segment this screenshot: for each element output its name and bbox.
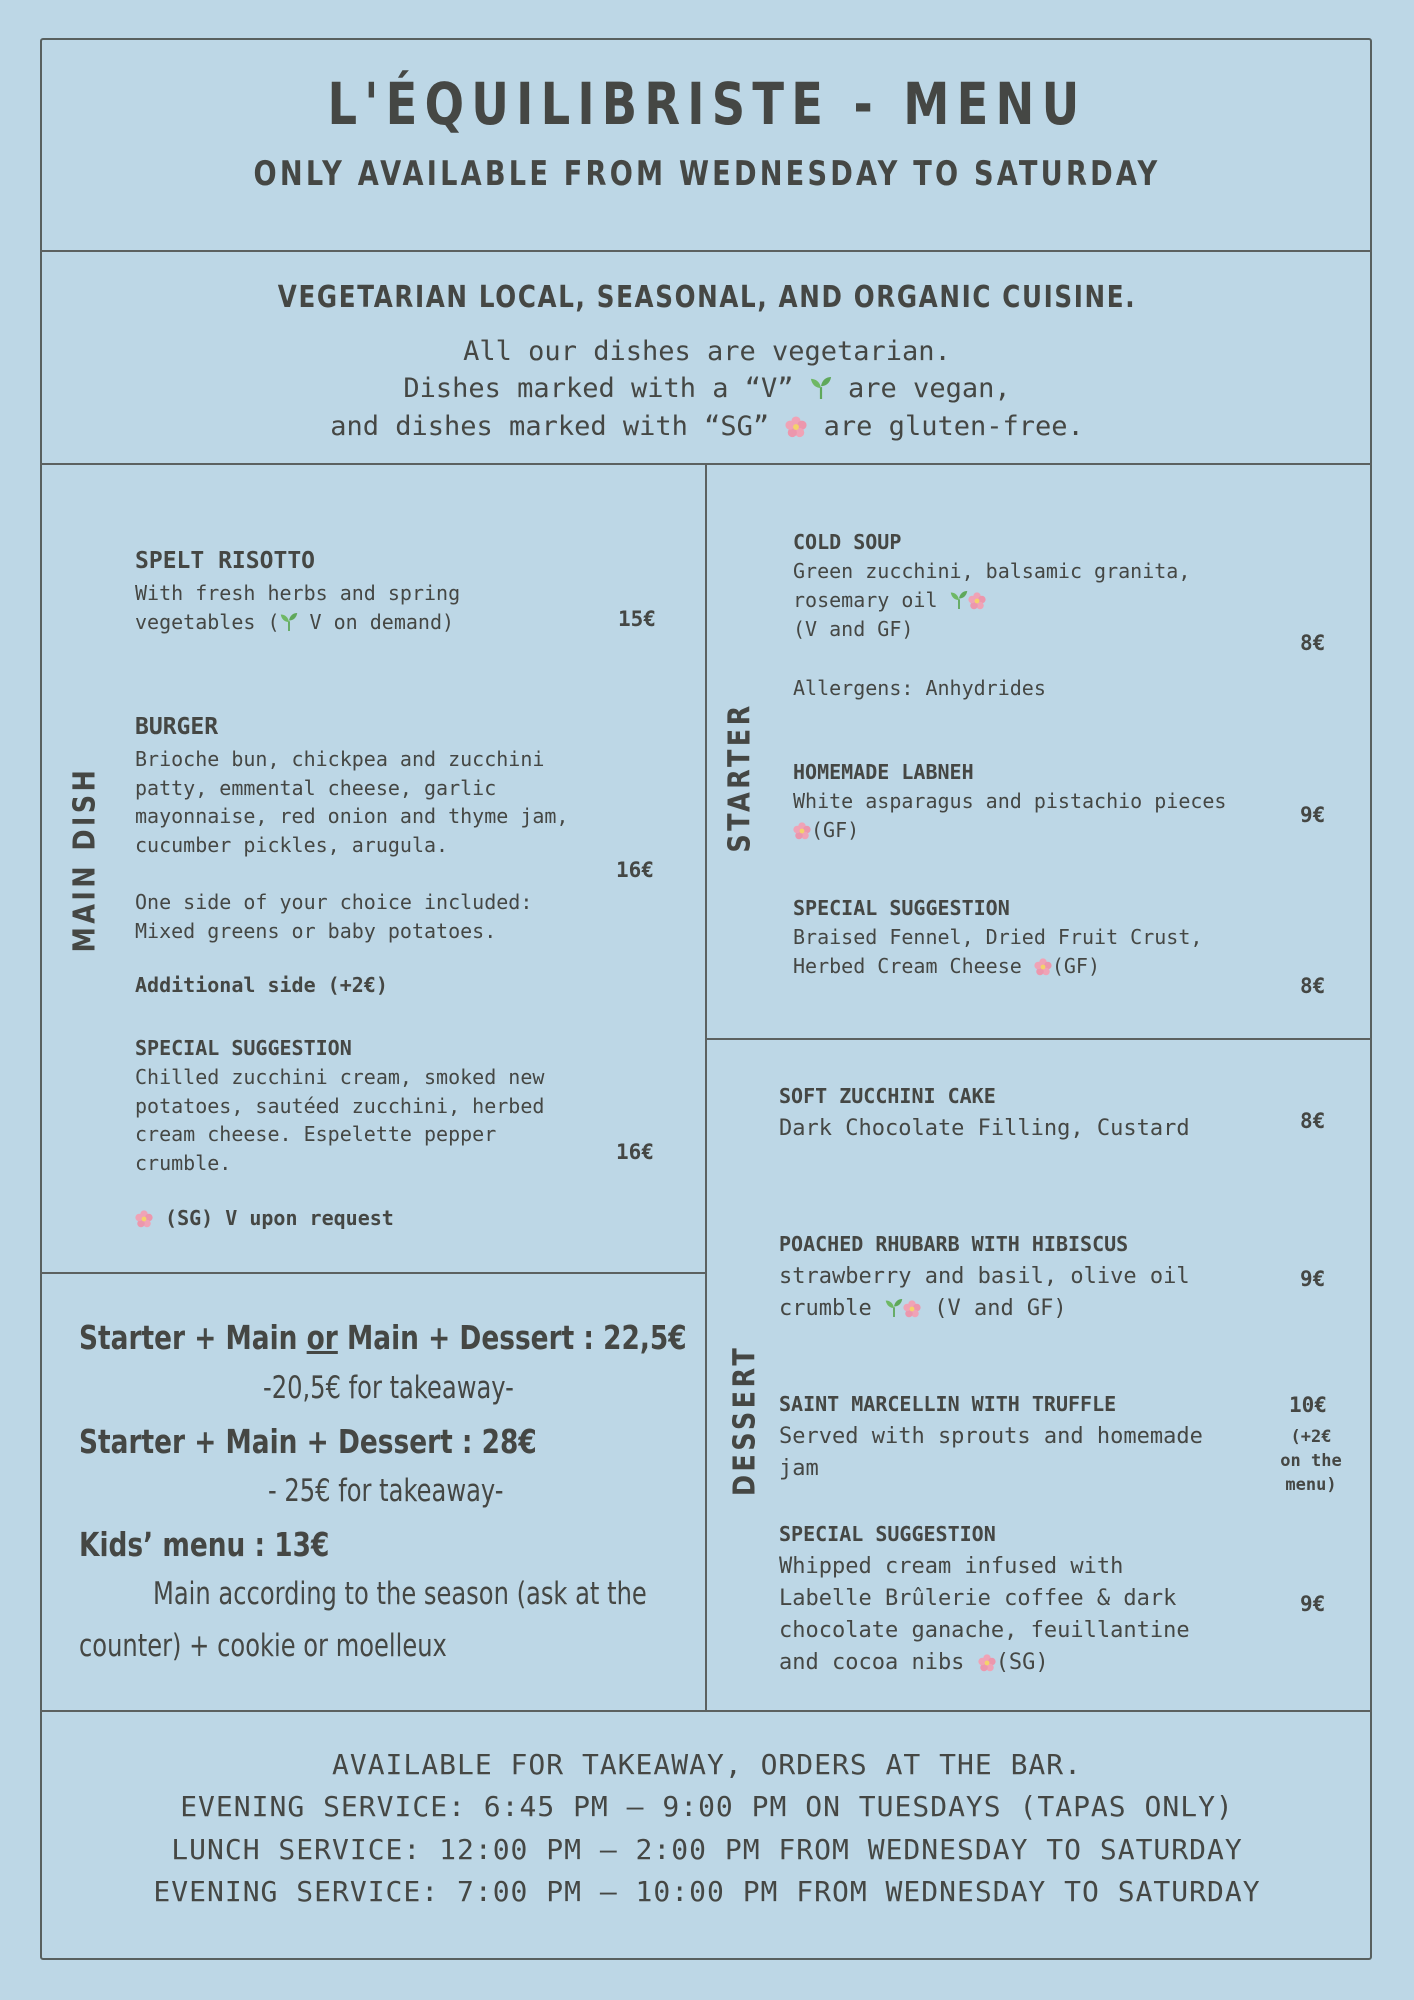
dish-desc-part: and cocoa nibs (779, 1650, 978, 1675)
divider-main-combos (40, 1272, 706, 1274)
dish-desc-part: (GF) (1051, 954, 1100, 978)
leaf-icon (950, 590, 968, 610)
divider-columns (705, 463, 707, 1711)
price-note-line: (+2€ (1290, 1427, 1332, 1447)
dish-name-spelt-risotto: SPELT RISOTTO (135, 548, 316, 574)
dish-desc: Brioche bun, chickpea and zucchini (135, 747, 545, 771)
price-note (1266, 1425, 1356, 1497)
footer-service-evening: EVENING SERVICE: 7:00 PM – 10:00 PM FROM WEDNESDAY TO SATURDAY (153, 1875, 1261, 1908)
leaf-icon (810, 376, 832, 400)
dish-desc-part: rosemary oil (793, 588, 950, 612)
dish-desc (793, 586, 986, 615)
leaf-icon (280, 612, 298, 632)
combo-1-or: or (306, 1318, 338, 1357)
menu-subtitle: ONLY AVAILABLE FROM WEDNESDAY TO SATURDAY (253, 154, 1161, 194)
dish-name-saint-marcellin: SAINT MARCELLIN WITH TRUFFLE (779, 1392, 1117, 1416)
dish-desc: Chilled zucchini cream, smoked new (135, 1065, 545, 1089)
dish-desc (779, 1293, 1067, 1325)
flower-icon (135, 1210, 153, 1228)
flower-icon (785, 416, 807, 438)
divider-header (40, 250, 1372, 252)
dish-price: 16€ (616, 858, 654, 882)
combo-2-takeaway: - 25€ for takeaway- (268, 1473, 504, 1509)
additional-side: Additional side (+2€) (135, 973, 388, 997)
dish-desc: White asparagus and pistachio pieces (793, 789, 1227, 813)
dish-desc: Served with sprouts and homemade (779, 1424, 1203, 1449)
dish-price: 8€ (1300, 1109, 1326, 1133)
dish-desc: patty, emmental cheese, garlic (135, 776, 497, 800)
dish-desc-part: (SG) (995, 1650, 1049, 1675)
dish-name-special-suggestion: SPECIAL SUGGESTION (135, 1036, 352, 1060)
dish-name-soft-zucchini-cake: SOFT ZUCCHINI CAKE (779, 1084, 996, 1108)
price-note-line: on the (1280, 1451, 1342, 1471)
dish-desc: One side of your choice included: (135, 890, 533, 914)
dish-price: 8€ (1300, 974, 1326, 998)
kids-menu-desc: Main according to the season (ask at the (153, 1576, 647, 1612)
kids-menu-desc: counter) + cookie or moelleux (79, 1628, 447, 1664)
flower-icon (978, 1654, 996, 1672)
divider-footer (40, 1710, 1372, 1712)
flower-icon (793, 822, 811, 840)
intro-line-3 (0, 411, 1414, 442)
dish-name-cold-soup: COLD SOUP (793, 530, 902, 554)
dish-price: 9€ (1300, 1592, 1326, 1616)
dish-desc: cream cheese. Espelette pepper (135, 1122, 497, 1146)
dish-desc (135, 608, 454, 637)
dessert-label: DESSERT (727, 1344, 763, 1497)
dish-name-special-suggestion: SPECIAL SUGGESTION (779, 1522, 996, 1546)
footer-takeaway: AVAILABLE FOR TAKEAWAY, ORDERS AT THE BAR. (331, 1748, 1082, 1781)
combo-1-part: Starter + Main (79, 1318, 307, 1357)
combo-1-part: Main + Dessert : 22,5€ (337, 1318, 687, 1357)
dish-price: 15€ (618, 607, 656, 631)
dish-desc-part: crumble (779, 1296, 885, 1321)
dish-price: 9€ (1300, 1267, 1326, 1291)
leaf-icon (885, 1298, 903, 1318)
dish-desc: Labelle Brûlerie coffee & dark (779, 1586, 1177, 1611)
dish-desc: jam (779, 1456, 819, 1481)
combo-1 (79, 1318, 687, 1357)
dish-desc: Mixed greens or baby potatoes. (135, 919, 497, 943)
dish-price: 8€ (1300, 631, 1326, 655)
intro-line-3a: and dishes marked with “SG” (330, 411, 786, 442)
dish-desc: Whipped cream infused with (779, 1554, 1124, 1579)
dish-name-poached-rhubarb: POACHED RHUBARB WITH HIBISCUS (779, 1232, 1129, 1256)
dish-name-burger: BURGER (135, 714, 219, 740)
dish-desc: Green zucchini, balsamic granita, (793, 559, 1191, 583)
dish-desc (793, 816, 859, 845)
dish-desc: Dark Chocolate Filling, Custard (779, 1116, 1190, 1141)
dish-desc (779, 1647, 1049, 1679)
dish-desc: cucumber pickles, arugula. (135, 833, 449, 857)
main-dish-label: MAIN DISH (67, 766, 103, 953)
intro-heading: VEGETARIAN LOCAL, SEASONAL, AND ORGANIC CUISINE. (277, 280, 1137, 315)
intro-line-2 (0, 373, 1414, 404)
starter-label: STARTER (722, 702, 758, 853)
dish-desc: mayonnaise, red onion and thyme jam, (135, 804, 569, 828)
dish-desc-part: (GF) (811, 818, 860, 842)
divider-starter-dessert (706, 1038, 1372, 1040)
special-note (135, 1206, 394, 1230)
dish-desc: (V and GF) (793, 617, 914, 641)
dish-desc: crumble. (135, 1151, 232, 1175)
dish-desc-part: V on demand) (297, 610, 455, 634)
dish-desc (793, 952, 1100, 981)
intro-line-3b: are gluten-free. (807, 411, 1084, 442)
price-note-line: menu) (1285, 1475, 1337, 1495)
combo-2: Starter + Main + Dessert : 28€ (79, 1422, 537, 1461)
dish-desc: Braised Fennel, Dried Fruit Crust, (793, 925, 1203, 949)
combo-1-takeaway: -20,5€ for takeaway- (263, 1370, 514, 1406)
allergens: Allergens: Anhydrides (793, 676, 1046, 700)
dish-name-homemade-labneh: HOMEMADE LABNEH (793, 760, 974, 784)
flower-icon (903, 1300, 921, 1318)
footer-service-lunch: LUNCH SERVICE: 12:00 PM – 2:00 PM FROM WEDNESDAY TO SATURDAY (171, 1833, 1243, 1866)
intro-line-2b: are vegan, (831, 373, 1011, 404)
intro-line-2a: Dishes marked with a “V” (403, 373, 810, 404)
flower-icon (1034, 958, 1052, 976)
dish-desc: chocolate ganache, feuillantine (779, 1618, 1190, 1643)
dish-desc-part: (V and GF) (920, 1296, 1067, 1321)
dish-price: 16€ (616, 1140, 654, 1164)
dish-desc-part: Herbed Cream Cheese (793, 954, 1034, 978)
dish-name-special-suggestion: SPECIAL SUGGESTION (793, 896, 1010, 920)
dish-desc: strawberry and basil, olive oil (779, 1264, 1190, 1289)
dish-price: 9€ (1300, 803, 1326, 827)
dish-desc: potatoes, sautéed zucchini, herbed (135, 1094, 545, 1118)
dish-price: 10€ (1289, 1393, 1327, 1417)
flower-icon (968, 592, 986, 610)
dish-desc: With fresh herbs and spring (135, 581, 461, 605)
intro-line-1: All our dishes are vegetarian. (463, 336, 951, 367)
footer-service-tuesday: EVENING SERVICE: 6:45 PM – 9:00 PM ON TUESDAYS (TAPAS ONLY) (180, 1790, 1234, 1823)
dish-desc-part: vegetables ( (135, 610, 280, 634)
special-note-text: (SG) V upon request (153, 1206, 394, 1230)
kids-menu: Kids’ menu : 13€ (79, 1525, 330, 1564)
menu-title: L'ÉQUILIBRISTE - MENU (327, 70, 1087, 138)
